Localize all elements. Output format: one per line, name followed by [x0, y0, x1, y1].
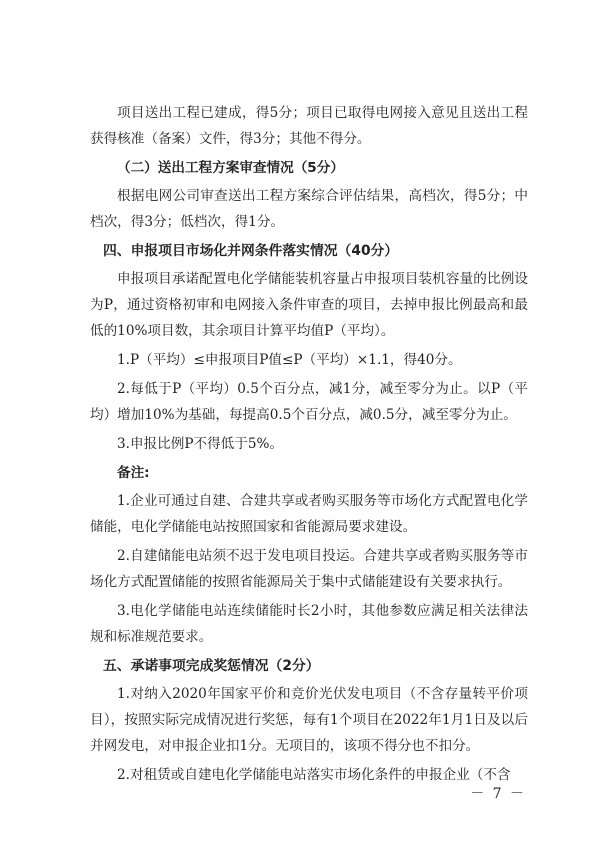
paragraph-note-1: 1.企业可通过自建、合建共享或者购买服务等市场化方式配置电化学储能，电化学储能电站按照国家和省能源局要求建设。	[90, 493, 528, 535]
subheading-delivery-plan-review: （二）送出工程方案审查情况（5分）	[117, 160, 344, 176]
paragraph-commitment-1: 1.对纳入2020年国家平价和竞价光伏发电项目（不含存量转平价项目），按照实际完成情况进行奖惩，每有1个项目在2022年1月1日及以后并网发电，对申报企业扣1分。无项目的，该项不得分也不扣分。	[90, 686, 528, 754]
paragraph-rule-3: 3.申报比例P不得低于5%。	[117, 436, 284, 452]
heading-section-four: 四、申报项目市场化并网条件落实情况（40分）	[103, 243, 399, 259]
paragraph-rule-2: 2.每低于P（平均）0.5个百分点，减1分，减至零分为止。以P（平均）增加10%为基础，每提高0.5个百分点，减0.5分，减至零分为止。	[90, 381, 528, 423]
page-number: － 7 －	[470, 786, 526, 802]
paragraph-delivery-project-status: 项目送出工程已建成，得5分；项目已取得电网接入意见且送出工程获得核准（备案）文件，得3分；其他不得分。	[90, 105, 528, 147]
paragraph-storage-ratio-definition: 申报项目承诺配置电化学储能装机容量占申报项目装机容量的比例设为P，通过资格初审和电网接入条件审查的项目，去掉申报比例最高和最低的10%项目数，其余项目计算平均值P（平均）。	[90, 271, 528, 339]
paragraph-note-2: 2.自建储能电站须不迟于发电项目投运。合建共享或者购买服务等市场化方式配置储能的按照省能源局关于集中式储能建设有关要求执行。	[90, 548, 528, 590]
heading-section-five: 五、承诺事项完成奖惩情况（2分）	[103, 658, 320, 674]
paragraph-note-3: 3.电化学储能电站连续储能时长2小时，其他参数应满足相关法律法规和标准规范要求。	[90, 603, 528, 645]
paragraph-commitment-2: 2.对租赁或自建电化学储能电站落实市场化条件的申报企业（不含	[117, 767, 511, 783]
notes-label: 备注:	[117, 465, 150, 481]
paragraph-plan-review-score: 根据电网公司审查送出工程方案综合评估结果，高档次，得5分；中档次，得3分；低档次，得1分。	[90, 188, 528, 230]
paragraph-rule-1: 1.P（平均）≤申报项目P值≤P（平均）×1.1，得40分。	[117, 352, 462, 368]
document-body	[90, 100, 528, 791]
